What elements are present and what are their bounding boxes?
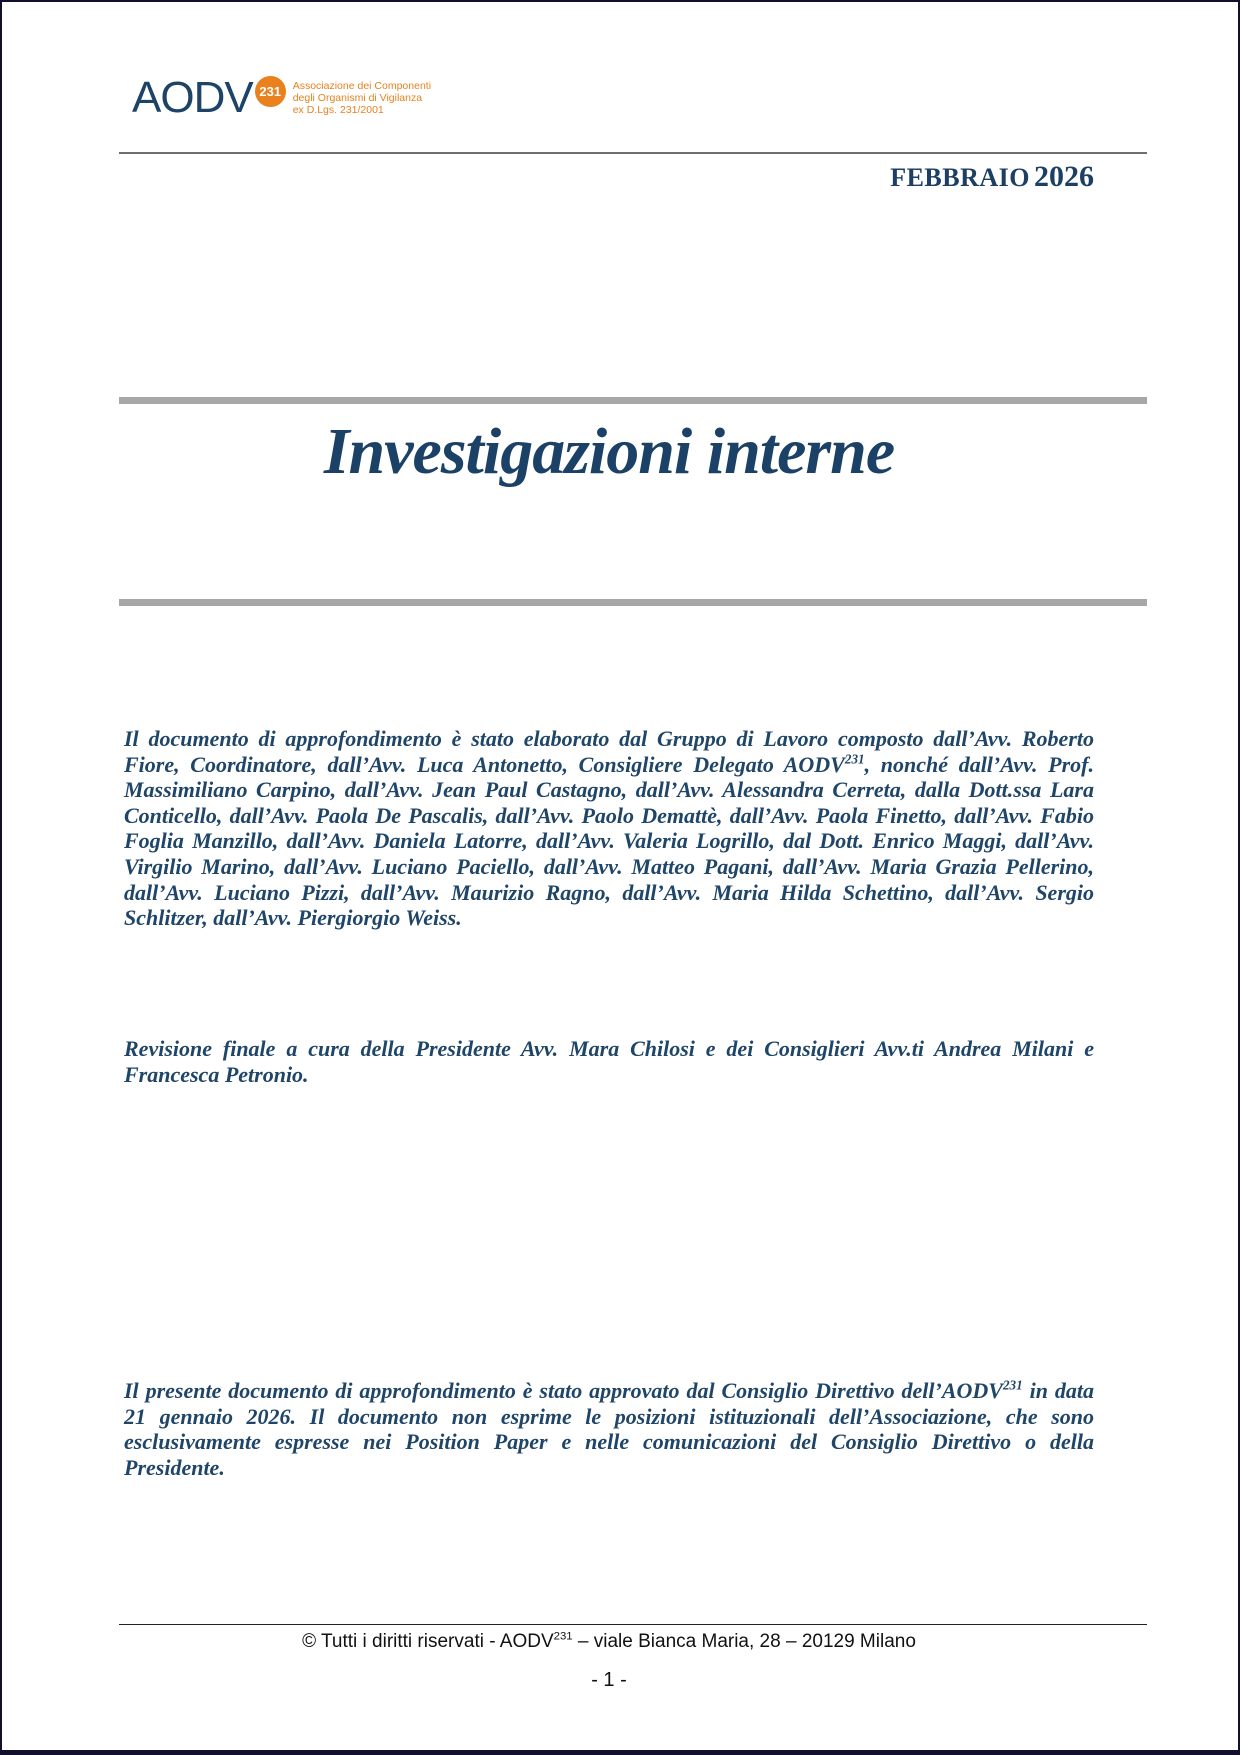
header-rule xyxy=(119,152,1147,154)
footer-rule xyxy=(119,1624,1147,1625)
approval-text: Il presente documento di approfondimento è stato approvato dal Consiglio Direttivo dell’AODV xyxy=(124,1378,1003,1403)
approval-text: in data 21 gennaio 2026. Il documento non esprime le posizioni istituzionali dell’Associazione, che sono esclusivamente espresse nei Position Paper e nelle comunicazioni del Consiglio Direttivo o della Presidente. xyxy=(124,1378,1094,1480)
date-year: 2026 xyxy=(1034,160,1094,193)
copyright-text: © Tutti i diritti riservati - AODV xyxy=(302,1631,554,1652)
copyright-text: – viale Bianca Maria, 28 – 20129 Milano xyxy=(572,1631,916,1652)
aodv-231-superscript: 231 xyxy=(844,751,865,767)
date-month: FEBBRAIO xyxy=(890,163,1030,192)
logo-231-badge-icon: 231 xyxy=(255,76,286,107)
logo-tagline xyxy=(293,80,431,116)
working-group-text: , nonché dall’Avv. Prof. Massimiliano Carpino, dall’Avv. Jean Paul Castagno, dall’Avv. Alessandra Cerreta, dalla Dott.ssa Lara Conticello, dall’Avv. Paola De Pascalis, dall’Avv. Paolo Demattè, dall’Avv. Paola Finetto, dall’Avv. Fabio Foglia Manzillo, dall’Avv. Daniela Latorre, dall’Avv. Valeria Logrillo, dal Dott. Enrico Maggi, dall’Avv. Virgilio Marino, dall’Avv. Luciano Paciello, dall’Avv. Matteo Pagani, dall’Avv. Maria Grazia Pellerino, dall’Avv. Luciano Pizzi, dall’Avv. Maurizio Ragno, dall’Avv. Maria Hilda Schettino, dall’Avv. Sergio Schlitzer, dall’Avv. Piergiorgio Weiss. xyxy=(124,751,1094,931)
working-group-paragraph xyxy=(124,726,1094,931)
document-date xyxy=(124,160,1094,194)
aodv-logo xyxy=(132,73,432,122)
logo-tagline-line: Associazione dei Componenti xyxy=(292,80,432,92)
document-title: Investigazioni interne xyxy=(323,415,895,488)
page-number: - 1 - xyxy=(591,1669,627,1691)
copyright-line xyxy=(124,1631,1094,1653)
logo-wordmark: AODV xyxy=(132,73,253,122)
title-rule-bottom xyxy=(119,599,1147,606)
logo-tagline-line: ex D.Lgs. 231/2001 xyxy=(292,104,384,116)
working-group-text: Il documento di approfondimento è stato elaborato dal Gruppo di Lavoro composto dall’Avv. Roberto Fiore, Coordinatore, dall’Avv. Luca Antonetto, Consigliere Delegato AODV xyxy=(124,726,1094,777)
logo-tagline-line: degli Organismi di Vigilanza xyxy=(292,92,423,104)
copyright-231-superscript: 231 xyxy=(553,1630,573,1643)
approval-paragraph xyxy=(124,1378,1094,1480)
aodv-231-superscript: 231 xyxy=(1002,1377,1023,1393)
revision-paragraph: Revisione finale a cura della Presidente Avv. Mara Chilosi e dei Consiglieri Avv.ti Andrea Milani e Francesca Petronio. xyxy=(124,1036,1094,1087)
